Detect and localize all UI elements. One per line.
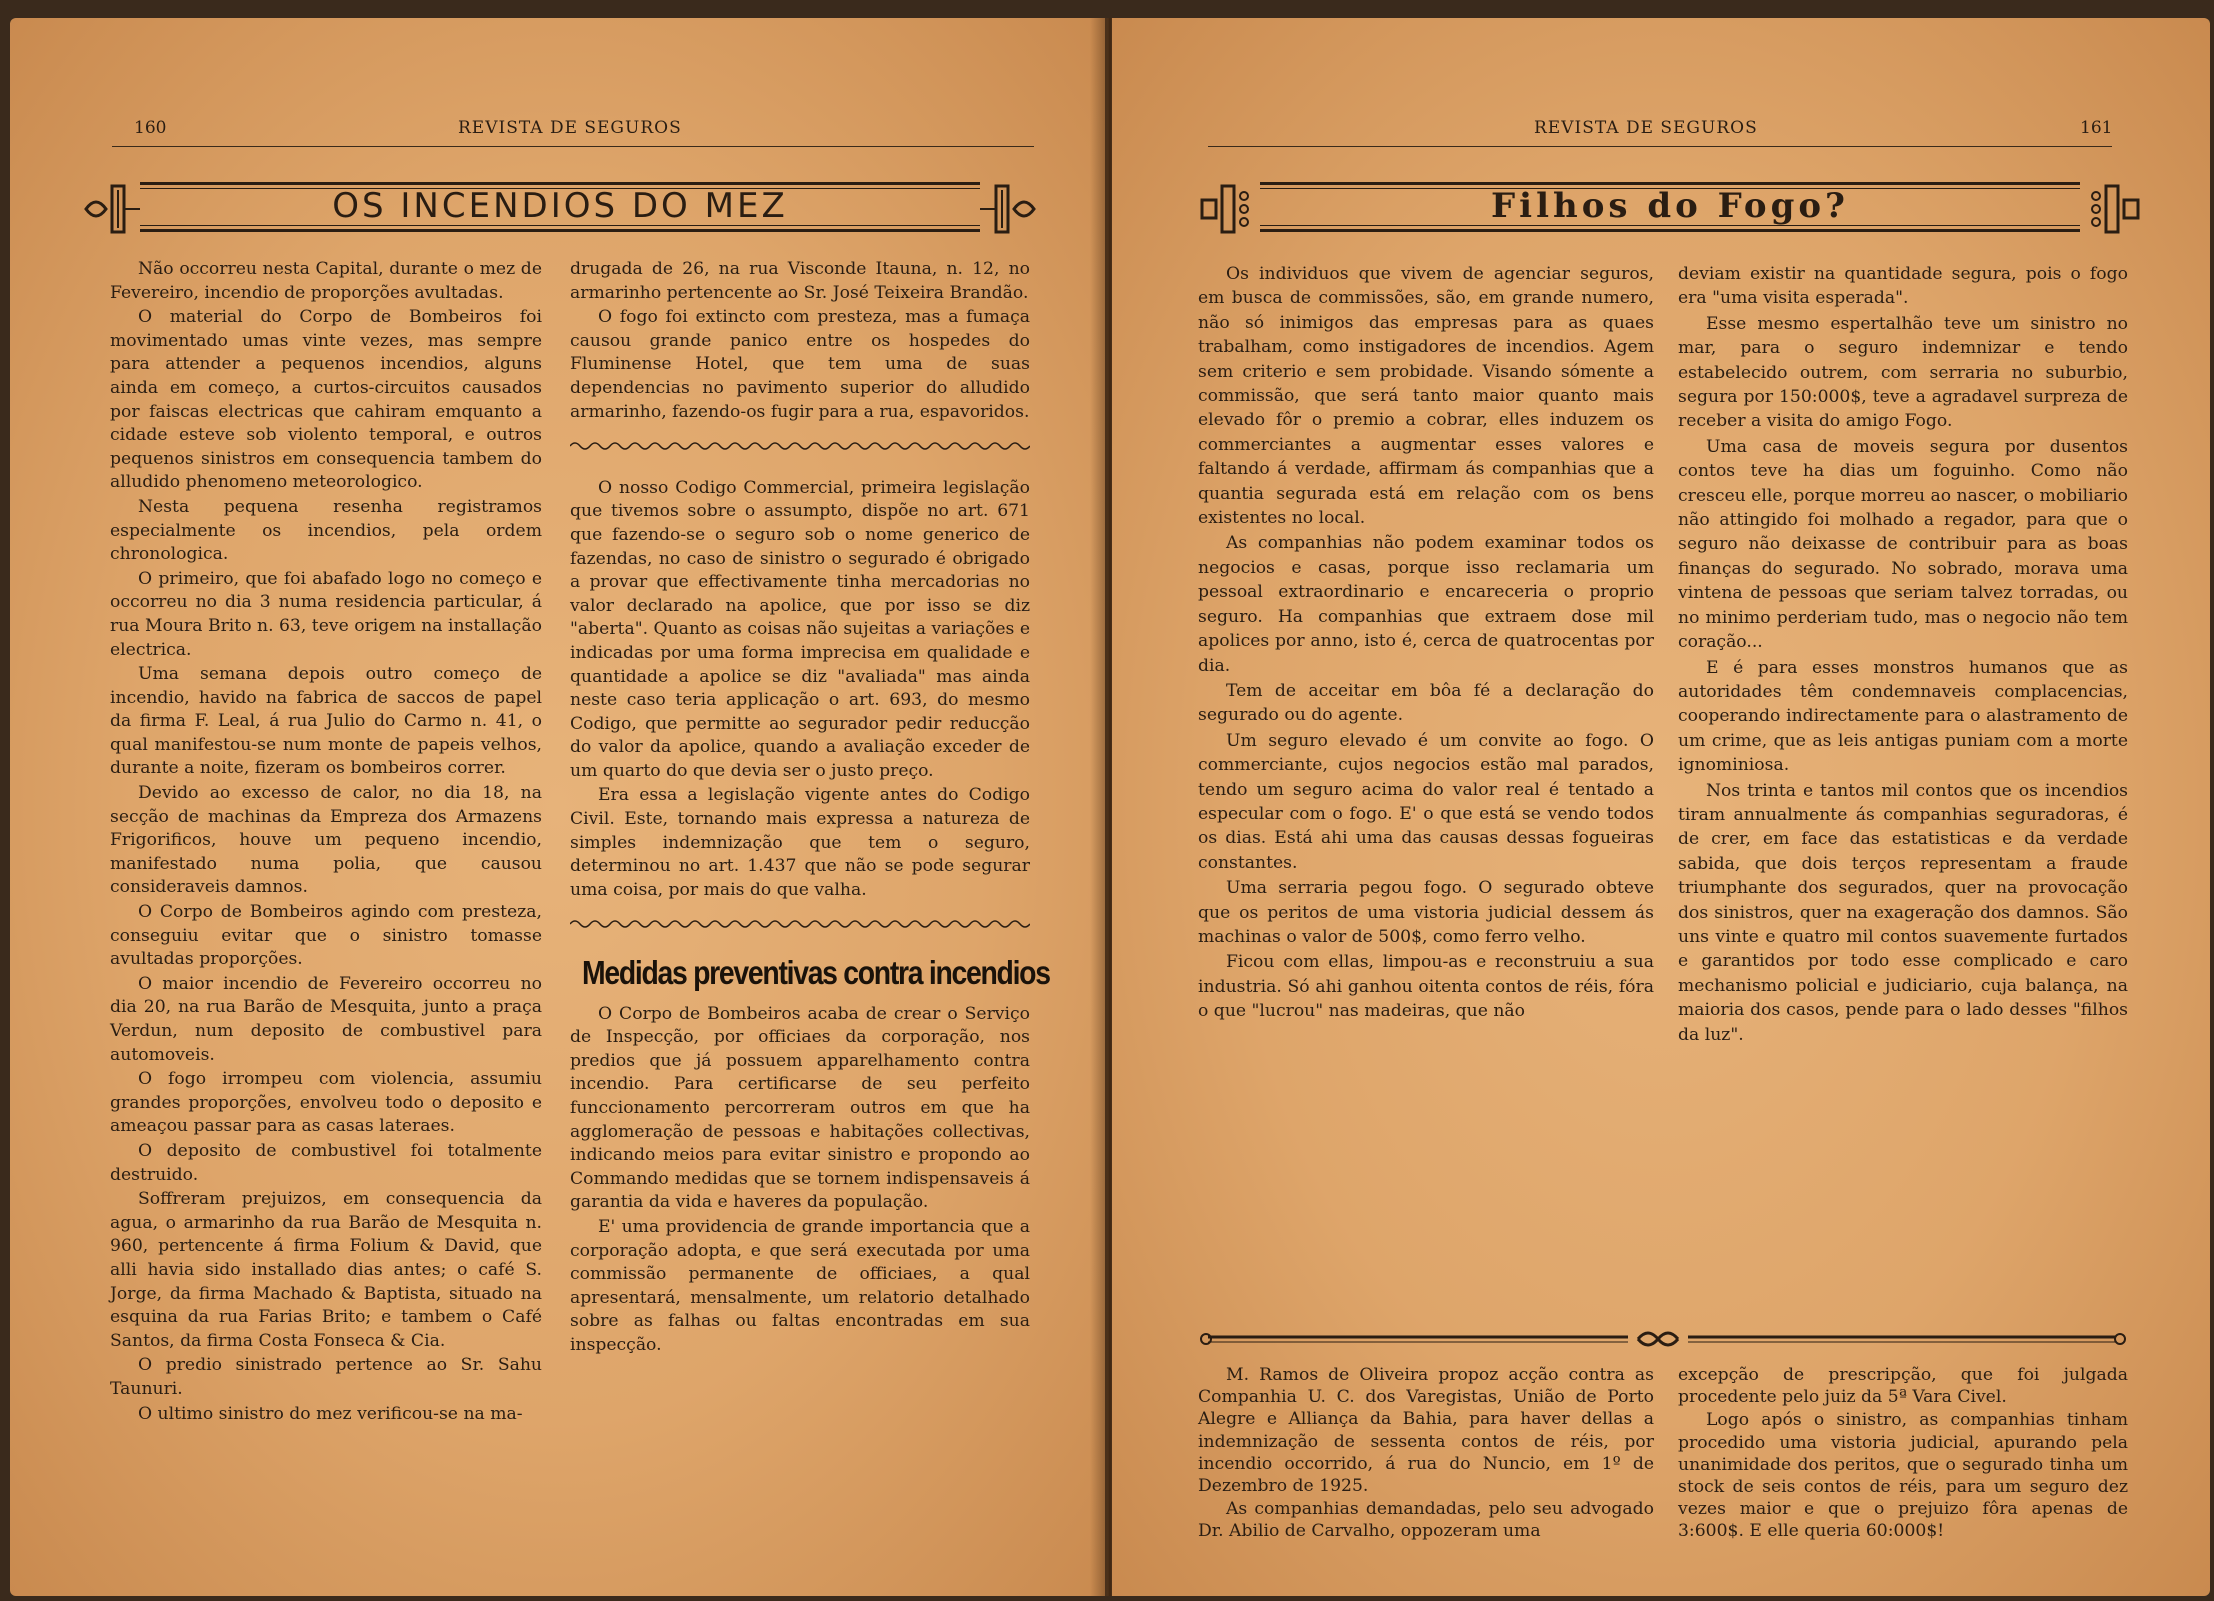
left-page xyxy=(10,18,1105,1596)
section-divider xyxy=(1198,1326,2128,1352)
paragraph: O ultimo sinistro do mez verificou-se na ma- xyxy=(138,1403,523,1424)
paragraph: Nos trinta e tantos mil contos que os incendios tiram annualmente ás companhias seguradoras, é de crer, em face das estatisticas e da verdade sabida, que dois terços representam a fraude triumphante dos segurados, quer na provocação dos sinistros, quer na exageração dos damnos. São uns vinte e quatro mil contos suavemente furtados e garantidos por todo esse complicado e caro mechanismo policial e judiciario, cuja balança, na maioria dos casos, pende para o lado desses "filhos da luz". xyxy=(1678,780,2128,1045)
paragraph: E' uma providencia de grande importancia que a corporação adopta, e que será executada por uma commissão permanente de officiaes, a qual apresentará, mensalmente, um relatorio detalhado sobre as falhas ou faltas encontradas em sua inspecção. xyxy=(570,1216,1030,1355)
left-column-2 xyxy=(570,258,1050,1359)
page-number: 161 xyxy=(2080,118,2113,138)
paragraph: Um seguro elevado é um convite ao fogo. O commerciante, cujos negocios estão mal parados, tendo um seguro acima do valor real é tentado a especular com o fogo. E' o que está se vendo todos os dias. Está ahi uma das causas dessas fogueiras constantes. xyxy=(1198,730,1654,873)
bottom-column-2 xyxy=(1678,1364,2128,1544)
article-title-band xyxy=(1200,176,2140,242)
right-column-1 xyxy=(1198,262,1654,1025)
paragraph: Ficou com ellas, limpou-as e reconstruiu a sua industria. Só ahi ganhou oitenta contos de réis, fóra o que "lucrou" nas madeiras, que não xyxy=(1198,952,1654,1022)
page-number: 160 xyxy=(134,118,167,138)
paragraph: Era essa a legislação vigente antes do Codigo Civil. Este, tornando mais expressa a natureza de simples indemnização que tem o seguro, determinou no art. 1.437 que não se pode segurar uma coisa, por mais do que valha. xyxy=(570,785,1030,900)
paragraph: Soffreram prejuizos, em consequencia da agua, o armarinho da rua Barão de Mesquita n. 960, pertencente á firma Folium & David, que alli havia sido installado dias antes; o café S. Jorge, da firma Machado & Baptista, situado na esquina da rua Farias Brito; e tambem o Café Santos, da firma Costa Fonseca & Cia. xyxy=(110,1189,542,1351)
right-column-2 xyxy=(1678,262,2128,1048)
paragraph: Nesta pequena resenha registramos especialmente os incendios, pela ordem chronologica. xyxy=(110,496,542,565)
paragraph: E é para esses monstros humanos que as autoridades têm condemnaveis complacencias, cooperando indirectamente para o alastramento de um crime, que as leis antigas puniam com a morte ignominiosa. xyxy=(1678,657,2128,776)
divider-ornament-icon xyxy=(1198,1326,2128,1352)
paragraph: O fogo foi extincto com presteza, mas a fumaça causou grande panico entre os hospedes do Fluminense Hotel, que tem uma de suas dependencias no pavimento superior do alludido armarinho, fazendo-os fugir para a rua, espavoridos. xyxy=(570,307,1030,422)
header-rule xyxy=(112,146,1034,147)
paragraph: As companhias demandadas, pelo seu advogado Dr. Abilio de Carvalho, oppozeram uma xyxy=(1198,1499,1654,1542)
paragraph: M. Ramos de Oliveira propoz acção contra as Companhia U. C. dos Varegistas, União de Porto Alegre e Alliança da Bahia, para haver dellas a indemnização de sessenta contos de réis, por incendio occorrido, á rua do Nuncio, em 1º de Dezembro de 1925. xyxy=(1198,1365,1654,1497)
paragraph: deviam existir na quantidade segura, pois o fogo era "uma visita esperada". xyxy=(1678,264,2128,309)
paragraph: O primeiro, que foi abafado logo no começo e occorreu no dia 3 numa residencia particular, á rua Moura Brito n. 63, teve origem na installação electrica. xyxy=(110,568,542,660)
bottom-column-1 xyxy=(1198,1364,1654,1544)
article-title-band xyxy=(80,176,1040,242)
paragraph: Devido ao excesso de calor, no dia 18, na secção de machinas da Empreza dos Armazens Frigorificos, houve um pequeno incendio, manifestado numa polia, que causou consideraveis damnos. xyxy=(110,783,542,898)
right-ornament-icon xyxy=(980,176,1040,242)
paragraph: Uma semana depois outro começo de incendio, havido na fabrica de saccos de papel da firma F. Leal, á rua Julio do Carmo n. 41, o qual manifestou-se num monte de papeis velhos, durante a noite, fizeram os bombeiros correr. xyxy=(110,664,542,779)
paragraph: Logo após o sinistro, as companhias tinham procedido uma vistoria judicial, apurando pela unanimidade dos peritos, que o segurado tinha um stock de seis contos de réis, para um seguro dez vezes maior e que o prejuizo fôra apenas de 3:600$. E elle queria 60:000$! xyxy=(1678,1410,2128,1542)
paragraph: Esse mesmo espertalhão teve um sinistro no mar, para o seguro indemnizar e tendo estabelecido outrem, com serraria no suburbio, segura por 150:000$, teve a agradavel surpreza de receber a visita do amigo Fogo. xyxy=(1678,313,2128,432)
paragraph: As companhias não podem examinar todos os negocios e casas, porque isso reclamaria um pessoal extraordinario e encareceria o proprio seguro. Ha companhias que extraem dose mil apolices por anno, isto é, cerca de quatrocentas por dia. xyxy=(1198,533,1654,676)
paragraph: Os individuos que vivem de agenciar seguros, em busca de commissões, são, em grande numero, não só inimigos das empresas para as quaes trabalham, como instigadores de incendios. Agem sem criterio e sem probidade. Visando sómente a commissão, que será tanto maior quanto mais elevado fôr o premio a cobrar, elles induzem os commerciantes a augmentar esses valores e faltando á verdade, affirmam ás companhias que a quantia segurada está em relação com os bens existentes no local. xyxy=(1198,264,1654,529)
wavy-divider xyxy=(570,917,1030,931)
left-column-1 xyxy=(110,258,542,1427)
section-heading: Medidas preventivas contra incendios xyxy=(582,954,1050,992)
right-page xyxy=(1112,18,2210,1596)
paragraph: O predio sinistrado pertence ao Sr. Sahu Taunuri. xyxy=(110,1355,542,1399)
paragraph: O fogo irrompeu com violencia, assumiu grandes proporções, envolveu todo o deposito e ameaçou passar para as casas lateraes. xyxy=(110,1069,542,1137)
paragraph: O nosso Codigo Commercial, primeira legislação que tivemos sobre o assumpto, dispõe no art. 671 que fazendo-se o seguro sob o nome generico de fazendas, no caso de sinistro o segurado é obrigado a provar que effectivamente tinha mercadorias no valor declarado na apolice, que por isso se diz "aberta". Quanto as coisas não sujeitas a variações e indicadas por uma forma imprecisa em qualidade e quantidade a apolice se diz "avaliada" mas ainda neste caso teria applicação o art. 693, do mesmo Codigo, que permitte ao segurador pedir reducção do valor da apolice, quando a avaliação exceder de um quarto do que devia ser o justo preço. xyxy=(570,477,1030,781)
wavy-divider xyxy=(570,439,1030,453)
running-head: REVISTA DE SEGUROS xyxy=(458,118,682,138)
header-rule xyxy=(1208,146,2112,147)
paragraph: O material do Corpo de Bombeiros foi movimentado umas vinte vezes, mas sempre para attender a pequenos incendios, alguns ainda em começo, a curtos-circuitos causados por faiscas electricas que cahiram emquanto a cidade esteve sob violento temporal, e outros pequenos sinistros em consequencia tambem do alludido phenomeno meteorologico. xyxy=(110,307,542,493)
paragraph: Tem de acceitar em bôa fé a declaração do segurado ou do agente. xyxy=(1198,680,1654,726)
paragraph: Uma serraria pegou fogo. O segurado obteve que os peritos de uma vistoria judicial dessem ás machinas o valor de 500$, como ferro velho. xyxy=(1198,878,1654,947)
running-head: REVISTA DE SEGUROS xyxy=(1534,118,1758,138)
paragraph: excepção de prescripção, que foi julgada procedente pelo juiz da 5ª Vara Civel. xyxy=(1678,1365,2128,1408)
article-title: Filhos do Fogo? xyxy=(1491,186,1849,226)
paragraph: O Corpo de Bombeiros acaba de crear o Serviço de Inspecção, por officiaes da corporação, nos predios que já possuem apparelhamento contra incendio. Para certificarse de seu perfeito funccionamento percorreram outros em que ha agglomeração de pessoas e habitações collectivas, indicando meios para evitar sinistro e propondo ao Commando medidas que se tornem indispensaveis á garantia da vida e haveres da população. xyxy=(570,1003,1030,1213)
article-title: OS INCENDIOS DO MEZ xyxy=(332,186,788,226)
right-ornament-icon xyxy=(2080,176,2140,242)
paragraph: O Corpo de Bombeiros agindo com presteza, conseguiu evitar que o sinistro tomasse avultadas proporções. xyxy=(110,902,542,970)
paragraph: O deposito de combustivel foi totalmente destruido. xyxy=(110,1140,542,1185)
paragraph: drugada de 26, na rua Visconde Itauna, n. 12, no armarinho pertencente ao Sr. José Teixeira Brandão. xyxy=(570,259,1030,303)
paragraph: Não occorreu nesta Capital, durante o mez de Fevereiro, incendio de proporções avultadas. xyxy=(110,259,542,303)
paragraph: O maior incendio de Fevereiro occorreu no dia 20, na rua Barão de Mesquita, junto a praça Verdun, num deposito de combustivel para automoveis. xyxy=(110,973,542,1065)
paragraph: Uma casa de moveis segura por dusentos contos teve ha dias um foguinho. Como não cresceu elle, porque morreu ao nascer, o mobiliario não attingido foi molhado a regador, para que o seguro não deixasse de contribuir para as boas finanças do segurado. No sobrado, morava uma vintena de pessoas que seriam talvez torradas, ou no minimo perderiam tudo, mas o negocio não tem coração... xyxy=(1678,436,2128,653)
